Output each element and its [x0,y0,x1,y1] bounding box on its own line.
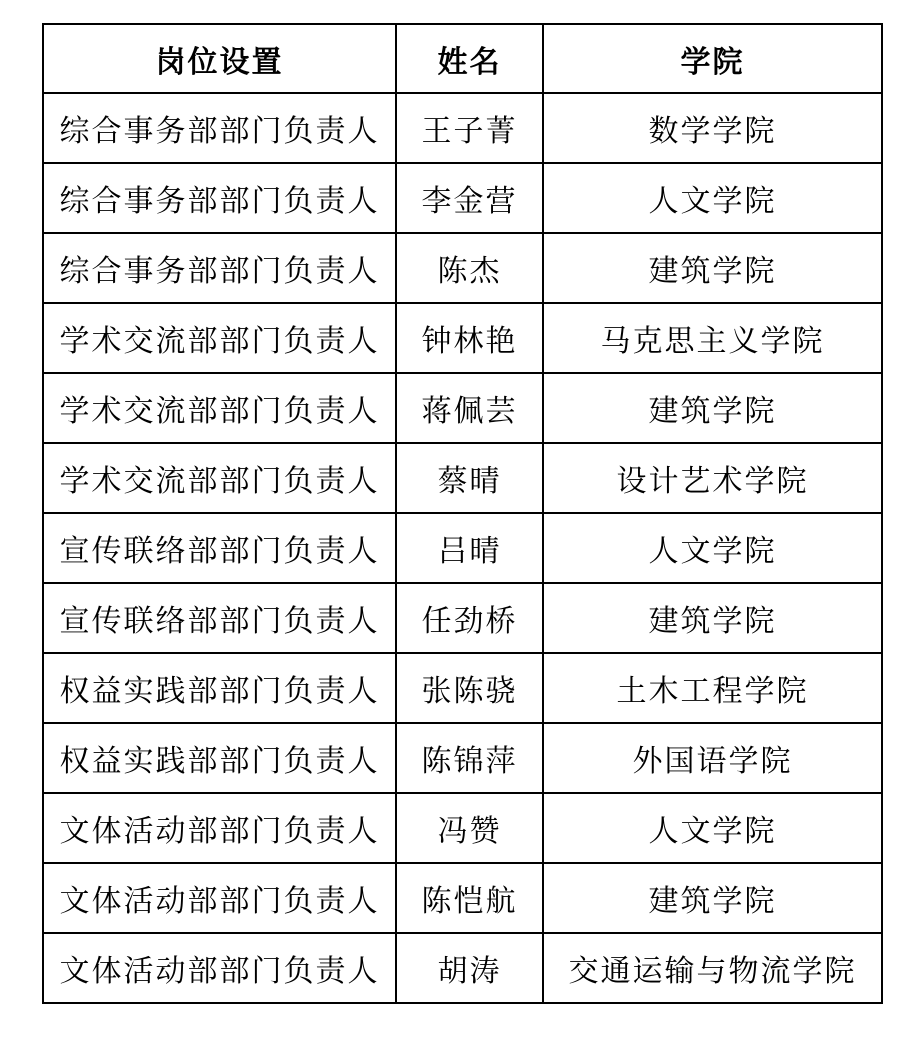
cell-college: 建筑学院 [543,863,882,933]
header-position: 岗位设置 [43,24,396,93]
table-row [43,793,882,863]
cell-position: 权益实践部部门负责人 [43,723,396,793]
cell-position: 文体活动部部门负责人 [43,863,396,933]
cell-name: 吕晴 [396,513,543,583]
cell-position: 文体活动部部门负责人 [43,933,396,1003]
cell-college: 土木工程学院 [543,653,882,723]
cell-college: 建筑学院 [543,373,882,443]
cell-position: 宣传联络部部门负责人 [43,513,396,583]
cell-position: 综合事务部部门负责人 [43,93,396,163]
cell-college: 建筑学院 [543,583,882,653]
cell-name: 陈锦萍 [396,723,543,793]
table-row [43,93,882,163]
cell-name: 胡涛 [396,933,543,1003]
cell-name: 王子菁 [396,93,543,163]
cell-name: 冯赞 [396,793,543,863]
table-row [43,723,882,793]
position-assignment-table [42,23,883,1004]
cell-name: 钟林艳 [396,303,543,373]
cell-name: 张陈骁 [396,653,543,723]
table-row [43,933,882,1003]
cell-college: 人文学院 [543,793,882,863]
cell-college: 人文学院 [543,163,882,233]
table-row [43,443,882,513]
cell-college: 人文学院 [543,513,882,583]
cell-name: 蒋佩芸 [396,373,543,443]
cell-position: 学术交流部部门负责人 [43,443,396,513]
cell-college: 交通运输与物流学院 [543,933,882,1003]
cell-name: 陈恺航 [396,863,543,933]
cell-position: 学术交流部部门负责人 [43,373,396,443]
cell-name: 任劲桥 [396,583,543,653]
cell-name: 陈杰 [396,233,543,303]
cell-name: 李金营 [396,163,543,233]
table-row [43,653,882,723]
cell-position: 权益实践部部门负责人 [43,653,396,723]
table-row [43,303,882,373]
cell-position: 综合事务部部门负责人 [43,233,396,303]
header-college: 学院 [543,24,882,93]
cell-name: 蔡晴 [396,443,543,513]
cell-position: 文体活动部部门负责人 [43,793,396,863]
cell-college: 建筑学院 [543,233,882,303]
cell-position: 学术交流部部门负责人 [43,303,396,373]
cell-position: 综合事务部部门负责人 [43,163,396,233]
cell-position: 宣传联络部部门负责人 [43,583,396,653]
table-row [43,513,882,583]
cell-college: 数学学院 [543,93,882,163]
cell-college: 设计艺术学院 [543,443,882,513]
cell-college: 外国语学院 [543,723,882,793]
header-name: 姓名 [396,24,543,93]
header-row [43,24,882,93]
table-row [43,233,882,303]
table-row [43,863,882,933]
table-row [43,163,882,233]
table-row [43,583,882,653]
cell-college: 马克思主义学院 [543,303,882,373]
table-row [43,373,882,443]
